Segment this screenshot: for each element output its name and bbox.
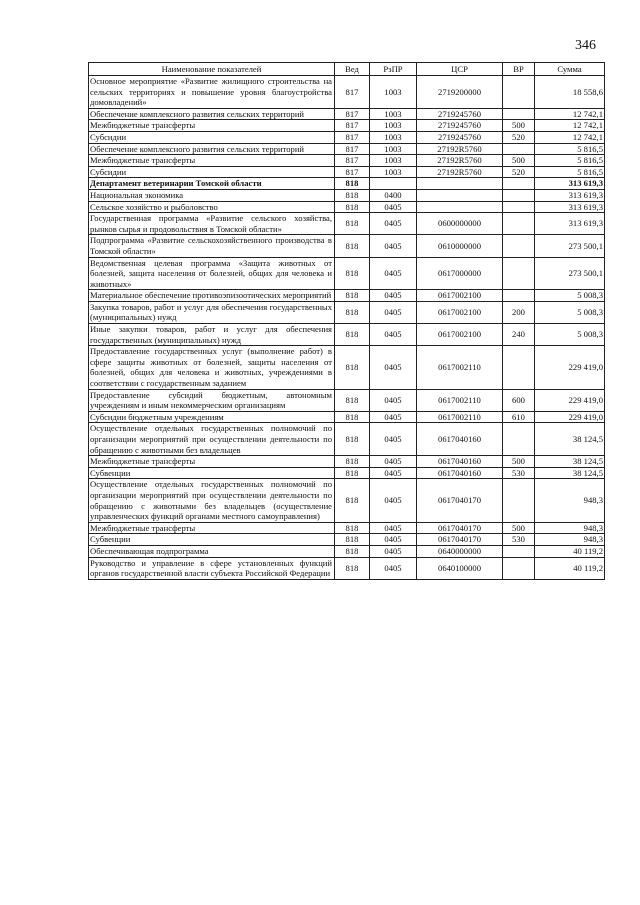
- cell-ved: 818: [335, 534, 370, 546]
- cell-sum: 5 816,5: [535, 166, 605, 178]
- cell-sum: 273 500,1: [535, 257, 605, 290]
- cell-name: Межбюджетные трансферты: [89, 456, 335, 468]
- cell-vr: 500: [503, 120, 535, 132]
- cell-sum: 18 558,6: [535, 76, 605, 109]
- table-row: [89, 389, 605, 411]
- cell-csr: 0617040160: [417, 423, 503, 456]
- cell-rzpr: 1003: [370, 108, 417, 120]
- cell-rzpr: 1003: [370, 120, 417, 132]
- cell-name: Иные закупки товаров, работ и услуг для обеспечения государственных (муниципальных) нужд: [89, 324, 335, 346]
- header-sum: Сумма: [535, 63, 605, 76]
- cell-sum: 948,3: [535, 479, 605, 522]
- cell-vr: 520: [503, 166, 535, 178]
- cell-csr: 0617002100: [417, 324, 503, 346]
- cell-sum: 229 419,0: [535, 411, 605, 423]
- cell-vr: [503, 479, 535, 522]
- cell-name: Основное мероприятие «Развитие жилищного строительства на сельских территориях и повышение уровня благоустройства домовладений»: [89, 76, 335, 109]
- cell-rzpr: 0405: [370, 346, 417, 389]
- cell-vr: 500: [503, 522, 535, 534]
- table-row: [89, 557, 605, 579]
- cell-sum: 40 119,2: [535, 545, 605, 557]
- cell-vr: [503, 178, 535, 190]
- cell-csr: 0617040170: [417, 479, 503, 522]
- cell-ved: 817: [335, 166, 370, 178]
- cell-vr: [503, 235, 535, 257]
- cell-rzpr: 0405: [370, 301, 417, 323]
- cell-vr: [503, 201, 535, 213]
- table-row: [89, 235, 605, 257]
- cell-ved: 818: [335, 411, 370, 423]
- cell-vr: [503, 545, 535, 557]
- cell-name: Межбюджетные трансферты: [89, 120, 335, 132]
- header-rzpr: РзПР: [370, 63, 417, 76]
- cell-sum: 948,3: [535, 534, 605, 546]
- table-row: [89, 301, 605, 323]
- cell-name: Межбюджетные трансферты: [89, 155, 335, 167]
- cell-ved: 818: [335, 423, 370, 456]
- page-number: 346: [575, 38, 596, 53]
- cell-vr: 600: [503, 389, 535, 411]
- cell-ved: 818: [335, 213, 370, 235]
- cell-ved: 818: [335, 479, 370, 522]
- cell-csr: 0617002110: [417, 411, 503, 423]
- cell-vr: 610: [503, 411, 535, 423]
- table-row: [89, 479, 605, 522]
- cell-ved: 817: [335, 143, 370, 155]
- cell-vr: [503, 189, 535, 201]
- cell-vr: [503, 213, 535, 235]
- cell-name: Субвенции: [89, 534, 335, 546]
- table-row: [89, 456, 605, 468]
- cell-sum: 38 124,5: [535, 423, 605, 456]
- cell-sum: 313 619,3: [535, 178, 605, 190]
- cell-vr: [503, 143, 535, 155]
- cell-name: Государственная программа «Развитие сельского хозяйства, рынков сырья и продовольствия в Томской области»: [89, 213, 335, 235]
- table-row: [89, 324, 605, 346]
- cell-name: Закупка товаров, работ и услуг для обеспечения государственных (муниципальных) нужд: [89, 301, 335, 323]
- cell-sum: 5 816,5: [535, 143, 605, 155]
- cell-csr: 0617002100: [417, 290, 503, 302]
- cell-rzpr: 0405: [370, 557, 417, 579]
- cell-csr: 0617040160: [417, 467, 503, 479]
- cell-rzpr: 0405: [370, 324, 417, 346]
- cell-vr: [503, 257, 535, 290]
- table-row: [89, 120, 605, 132]
- cell-csr: 27192R5760: [417, 166, 503, 178]
- table-row: [89, 213, 605, 235]
- table-header-row: [89, 63, 605, 76]
- cell-ved: 818: [335, 557, 370, 579]
- cell-rzpr: 0405: [370, 479, 417, 522]
- table-row: [89, 411, 605, 423]
- cell-rzpr: 0405: [370, 522, 417, 534]
- cell-sum: 5 008,3: [535, 301, 605, 323]
- cell-rzpr: 0400: [370, 189, 417, 201]
- cell-csr: 0640000000: [417, 545, 503, 557]
- cell-csr: 2719245760: [417, 120, 503, 132]
- cell-csr: 0617002110: [417, 389, 503, 411]
- cell-sum: 5 008,3: [535, 290, 605, 302]
- table-row: [89, 467, 605, 479]
- cell-ved: 818: [335, 522, 370, 534]
- cell-sum: 229 419,0: [535, 346, 605, 389]
- cell-ved: 817: [335, 108, 370, 120]
- cell-rzpr: 1003: [370, 166, 417, 178]
- cell-name: Обеспечение комплексного развития сельских территорий: [89, 143, 335, 155]
- table-row: [89, 166, 605, 178]
- cell-csr: 27192R5760: [417, 155, 503, 167]
- cell-rzpr: 0405: [370, 423, 417, 456]
- cell-csr: 0617040160: [417, 456, 503, 468]
- cell-sum: 38 124,5: [535, 467, 605, 479]
- cell-sum: 40 119,2: [535, 557, 605, 579]
- table-row: [89, 76, 605, 109]
- cell-sum: 313 619,3: [535, 189, 605, 201]
- cell-vr: [503, 423, 535, 456]
- table-row: [89, 522, 605, 534]
- cell-sum: 38 124,5: [535, 456, 605, 468]
- table-row: [89, 545, 605, 557]
- cell-sum: 12 742,1: [535, 108, 605, 120]
- cell-rzpr: 0405: [370, 201, 417, 213]
- cell-name: Предоставление субсидий бюджетным, автономным учреждениям и иным некоммерческим организациям: [89, 389, 335, 411]
- cell-ved: 817: [335, 155, 370, 167]
- table-row: [89, 131, 605, 143]
- cell-sum: 12 742,1: [535, 120, 605, 132]
- cell-csr: 0617040170: [417, 522, 503, 534]
- cell-rzpr: 1003: [370, 155, 417, 167]
- cell-rzpr: 0405: [370, 257, 417, 290]
- cell-csr: 2719245760: [417, 108, 503, 120]
- cell-vr: [503, 76, 535, 109]
- cell-vr: 500: [503, 155, 535, 167]
- cell-ved: 818: [335, 324, 370, 346]
- table-row: [89, 257, 605, 290]
- cell-sum: 12 742,1: [535, 131, 605, 143]
- cell-ved: 818: [335, 201, 370, 213]
- cell-name: Субсидии: [89, 166, 335, 178]
- table-row: [89, 290, 605, 302]
- cell-sum: 229 419,0: [535, 389, 605, 411]
- header-name: Наименование показателей: [89, 63, 335, 76]
- cell-name: Подпрограмма «Развитие сельскохозяйственного производства в Томской области»: [89, 235, 335, 257]
- cell-vr: 500: [503, 456, 535, 468]
- cell-name: Субвенции: [89, 467, 335, 479]
- cell-csr: 27192R5760: [417, 143, 503, 155]
- cell-vr: [503, 108, 535, 120]
- cell-name: Материальное обеспечение противоэпизоотических мероприятий: [89, 290, 335, 302]
- cell-sum: 273 500,1: [535, 235, 605, 257]
- cell-rzpr: 0405: [370, 213, 417, 235]
- cell-csr: 0617002100: [417, 301, 503, 323]
- cell-sum: 313 619,3: [535, 201, 605, 213]
- cell-rzpr: 1003: [370, 131, 417, 143]
- cell-vr: [503, 557, 535, 579]
- table-row: [89, 201, 605, 213]
- cell-rzpr: 1003: [370, 76, 417, 109]
- table-row: [89, 189, 605, 201]
- budget-table: [88, 62, 605, 580]
- cell-ved: 817: [335, 131, 370, 143]
- cell-name: Субсидии: [89, 131, 335, 143]
- cell-rzpr: 0405: [370, 235, 417, 257]
- cell-ved: 818: [335, 456, 370, 468]
- header-ved: Вед: [335, 63, 370, 76]
- cell-ved: 818: [335, 189, 370, 201]
- cell-ved: 817: [335, 76, 370, 109]
- cell-name: Ведомственная целевая программа «Защита животных от болезней, защита населения от болезней, общих для человека и животных»: [89, 257, 335, 290]
- table-row: [89, 143, 605, 155]
- cell-ved: 818: [335, 545, 370, 557]
- cell-ved: 818: [335, 467, 370, 479]
- cell-csr: 0610000000: [417, 235, 503, 257]
- cell-csr: 0617002110: [417, 346, 503, 389]
- cell-rzpr: 0405: [370, 456, 417, 468]
- cell-name: Руководство и управление в сфере установленных функций органов государственной власти субъекта Российской Федерации: [89, 557, 335, 579]
- cell-ved: 818: [335, 346, 370, 389]
- cell-name: Предоставление государственных услуг (выполнение работ) в сфере защиты животных от болезней, защиты населения от болезней, общих для человека и животных, учреждениями в соответствии с государственным заданием: [89, 346, 335, 389]
- cell-name: Межбюджетные трансферты: [89, 522, 335, 534]
- table-row: [89, 346, 605, 389]
- table-row: [89, 423, 605, 456]
- cell-sum: 948,3: [535, 522, 605, 534]
- cell-csr: [417, 178, 503, 190]
- cell-name: Сельское хозяйство и рыболовство: [89, 201, 335, 213]
- cell-vr: [503, 290, 535, 302]
- cell-rzpr: 0405: [370, 290, 417, 302]
- header-vr: ВР: [503, 63, 535, 76]
- cell-csr: 0600000000: [417, 213, 503, 235]
- cell-name: Обеспечивающая подпрограмма: [89, 545, 335, 557]
- table-row: [89, 534, 605, 546]
- cell-name: Обеспечение комплексного развития сельских территорий: [89, 108, 335, 120]
- table-row: [89, 178, 605, 190]
- cell-name: Осуществление отдельных государственных полномочий по организации мероприятий при осуществлении деятельности по обращению с животными без владельцев (осуществление управленческих функций органами местного самоуправления): [89, 479, 335, 522]
- cell-csr: 0617000000: [417, 257, 503, 290]
- cell-rzpr: 0405: [370, 411, 417, 423]
- cell-csr: 0617040170: [417, 534, 503, 546]
- cell-csr: 2719245760: [417, 131, 503, 143]
- cell-rzpr: 0405: [370, 389, 417, 411]
- cell-ved: 818: [335, 235, 370, 257]
- cell-sum: 313 619,3: [535, 213, 605, 235]
- cell-ved: 818: [335, 389, 370, 411]
- cell-vr: 520: [503, 131, 535, 143]
- cell-vr: 240: [503, 324, 535, 346]
- cell-sum: 5 816,5: [535, 155, 605, 167]
- cell-name: Департамент ветеринарии Томской области: [89, 178, 335, 190]
- table-row: [89, 155, 605, 167]
- header-csr: ЦСР: [417, 63, 503, 76]
- cell-rzpr: 0405: [370, 534, 417, 546]
- cell-vr: 530: [503, 467, 535, 479]
- table-row: [89, 108, 605, 120]
- cell-name: Субсидии бюджетным учреждениям: [89, 411, 335, 423]
- cell-sum: 5 008,3: [535, 324, 605, 346]
- cell-csr: [417, 201, 503, 213]
- cell-ved: 817: [335, 120, 370, 132]
- cell-name: Осуществление отдельных государственных полномочий по организации мероприятий при осуществлении деятельности по обращению с животными без владельцев: [89, 423, 335, 456]
- cell-rzpr: [370, 178, 417, 190]
- cell-csr: 2719200000: [417, 76, 503, 109]
- cell-csr: [417, 189, 503, 201]
- cell-csr: 0640100000: [417, 557, 503, 579]
- cell-ved: 818: [335, 290, 370, 302]
- cell-ved: 818: [335, 178, 370, 190]
- cell-rzpr: 1003: [370, 143, 417, 155]
- cell-vr: 200: [503, 301, 535, 323]
- cell-ved: 818: [335, 257, 370, 290]
- cell-rzpr: 0405: [370, 467, 417, 479]
- cell-ved: 818: [335, 301, 370, 323]
- cell-name: Национальная экономика: [89, 189, 335, 201]
- cell-vr: 530: [503, 534, 535, 546]
- cell-vr: [503, 346, 535, 389]
- cell-rzpr: 0405: [370, 545, 417, 557]
